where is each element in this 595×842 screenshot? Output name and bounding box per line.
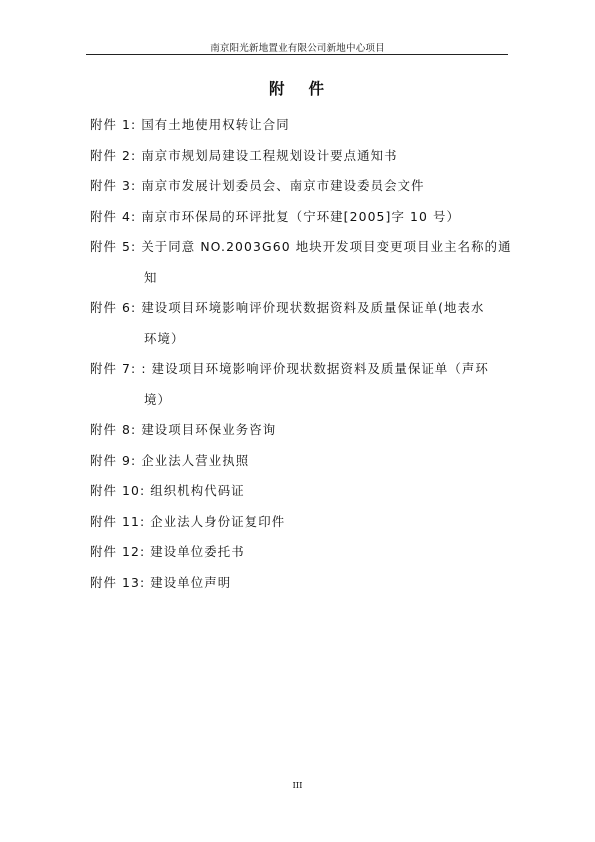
attachment-item-3: [90, 171, 510, 202]
attachment-text-continued: 境）: [144, 391, 171, 407]
attachment-item-13: [90, 568, 510, 599]
title-char-left: 附: [268, 80, 287, 98]
attachment-item-6: [90, 293, 510, 354]
attachment-item-11: [90, 507, 510, 538]
header-divider: [86, 54, 508, 55]
attachment-text: 附件 8: 建设项目环保业务咨询: [90, 422, 277, 437]
attachment-text: 附件 5: 关于同意 NO.2003G60 地块开发项目变更项目业主名称的通: [90, 239, 512, 254]
attachment-text: 附件 2: 南京市规划局建设工程规划设计要点通知书: [90, 147, 398, 163]
page-title: [0, 77, 595, 99]
running-header: 南京阳光新地置业有限公司新地中心项目: [210, 43, 385, 54]
attachment-text: 附件 11: 企业法人身份证复印件: [90, 513, 286, 529]
attachment-item-2: [90, 141, 510, 172]
attachment-text: 附件 7: : 建设项目环境影响评价现状数据资料及质量保证单（声环: [90, 361, 489, 376]
attachment-text-continued: 环境）: [144, 330, 185, 346]
attachment-list: [90, 110, 510, 598]
attachment-text: 附件 6: 建设项目环境影响评价现状数据资料及质量保证单(地表水: [90, 300, 485, 315]
attachment-text: 附件 10: 组织机构代码证: [90, 483, 245, 498]
attachment-text: 附件 9: 企业法人营业执照: [90, 452, 250, 468]
attachment-text: 附件 12: 建设单位委托书: [90, 544, 245, 559]
title-char-right: 件: [308, 80, 327, 98]
attachment-item-8: [90, 415, 510, 446]
attachment-item-10: [90, 476, 510, 507]
attachment-item-4: [90, 202, 510, 233]
attachment-item-7: [90, 354, 510, 415]
attachment-text: 附件 13: 建设单位声明: [90, 574, 232, 590]
attachment-item-12: [90, 537, 510, 568]
attachment-text: 附件 4: 南京市环保局的环评批复（宁环建[2005]字 10 号）: [90, 208, 460, 224]
attachment-text: 附件 3: 南京市发展计划委员会、南京市建设委员会文件: [90, 178, 425, 193]
attachment-item-5: [90, 232, 510, 293]
page-number: III: [292, 781, 303, 791]
attachment-text-continued: 知: [144, 269, 158, 285]
attachment-item-1: [90, 110, 510, 141]
attachment-item-9: [90, 446, 510, 477]
attachment-text: 附件 1: 国有土地使用权转让合同: [90, 117, 290, 132]
